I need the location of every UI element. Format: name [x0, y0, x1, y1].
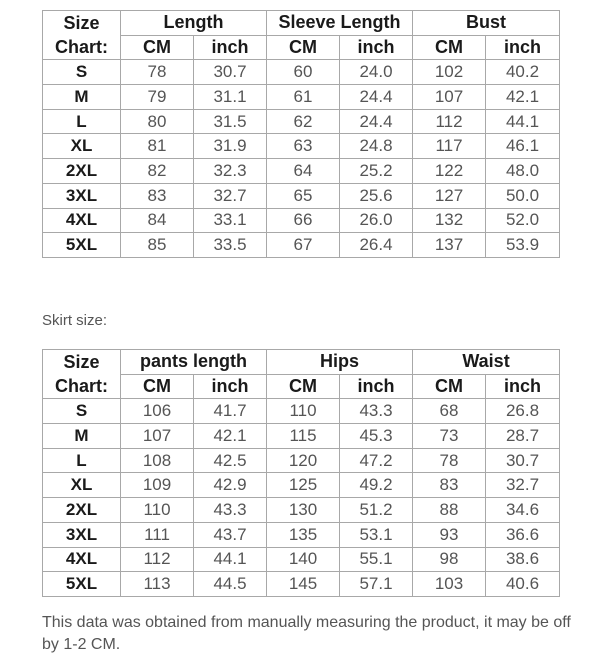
unit-header-row: [43, 374, 560, 399]
corner-line1: Size: [63, 13, 100, 34]
measurement-cell: 33.5: [194, 233, 267, 258]
measurement-cell: 24.0: [340, 60, 413, 85]
measurement-cell: 32.7: [194, 183, 267, 208]
measurement-cell: 26.0: [340, 208, 413, 233]
measurement-cell: 145: [267, 572, 340, 597]
group-header: Bust: [413, 11, 560, 36]
measurement-cell: 127: [413, 183, 486, 208]
table-row: [43, 399, 560, 424]
measurement-cell: 140: [267, 547, 340, 572]
table-row: [43, 183, 560, 208]
measurement-cell: 31.9: [194, 134, 267, 159]
measurement-cell: 30.7: [194, 60, 267, 85]
measurement-cell: 50.0: [486, 183, 560, 208]
measurement-cell: 24.8: [340, 134, 413, 159]
measurement-cell: 85: [121, 233, 194, 258]
measurement-cell: 135: [267, 522, 340, 547]
measurement-cell: 40.6: [486, 572, 560, 597]
size-cell: 4XL: [43, 547, 121, 572]
measurement-cell: 110: [267, 399, 340, 424]
table-row: [43, 85, 560, 110]
unit-header: CM: [267, 374, 340, 399]
measurement-cell: 80: [121, 109, 194, 134]
size-cell: 5XL: [43, 572, 121, 597]
measurement-cell: 34.6: [486, 498, 560, 523]
size-cell: XL: [43, 134, 121, 159]
measurement-cell: 42.9: [194, 473, 267, 498]
skirt-size-chart: [42, 349, 560, 597]
size-cell: L: [43, 109, 121, 134]
measurement-cell: 32.7: [486, 473, 560, 498]
measurement-cell: 36.6: [486, 522, 560, 547]
table-row: [43, 208, 560, 233]
table-row: [43, 522, 560, 547]
measurement-cell: 106: [121, 399, 194, 424]
size-cell: 4XL: [43, 208, 121, 233]
measurement-cell: 78: [413, 448, 486, 473]
measurement-cell: 47.2: [340, 448, 413, 473]
measurement-cell: 48.0: [486, 159, 560, 184]
measurement-cell: 25.6: [340, 183, 413, 208]
measurement-cell: 26.8: [486, 399, 560, 424]
group-header: Waist: [413, 350, 560, 375]
measurement-cell: 132: [413, 208, 486, 233]
measurement-cell: 112: [413, 109, 486, 134]
group-header: Length: [121, 11, 267, 36]
measurement-cell: 122: [413, 159, 486, 184]
measurement-cell: 93: [413, 522, 486, 547]
measurement-cell: 108: [121, 448, 194, 473]
corner-line2: Chart:: [55, 376, 108, 397]
unit-header: inch: [340, 374, 413, 399]
size-cell: M: [43, 85, 121, 110]
measurement-cell: 112: [121, 547, 194, 572]
measurement-cell: 57.1: [340, 572, 413, 597]
measurement-cell: 25.2: [340, 159, 413, 184]
measurement-cell: 52.0: [486, 208, 560, 233]
table-row: [43, 159, 560, 184]
measurement-cell: 24.4: [340, 85, 413, 110]
table-row: [43, 60, 560, 85]
measurement-cell: 83: [121, 183, 194, 208]
measurement-cell: 103: [413, 572, 486, 597]
table-row: [43, 498, 560, 523]
table-row: [43, 233, 560, 258]
measurement-cell: 107: [121, 424, 194, 449]
measurement-cell: 81: [121, 134, 194, 159]
measurement-cell: 26.4: [340, 233, 413, 258]
group-header: Hips: [267, 350, 413, 375]
measurement-cell: 62: [267, 109, 340, 134]
measurement-cell: 65: [267, 183, 340, 208]
measurement-cell: 137: [413, 233, 486, 258]
measurement-cell: 45.3: [340, 424, 413, 449]
measurement-cell: 68: [413, 399, 486, 424]
table-row: [43, 109, 560, 134]
corner-cell: [43, 11, 121, 60]
group-header: pants length: [121, 350, 267, 375]
group-header-row: [43, 11, 560, 36]
corner-cell: [43, 350, 121, 399]
group-header: Sleeve Length: [267, 11, 413, 36]
top-size-chart: [42, 10, 560, 258]
corner-line2: Chart:: [55, 37, 108, 58]
measurement-cell: 38.6: [486, 547, 560, 572]
size-cell: XL: [43, 473, 121, 498]
measurement-cell: 130: [267, 498, 340, 523]
measurement-cell: 73: [413, 424, 486, 449]
measurement-cell: 66: [267, 208, 340, 233]
size-cell: S: [43, 60, 121, 85]
size-cell: 2XL: [43, 159, 121, 184]
measurement-cell: 82: [121, 159, 194, 184]
measurement-cell: 120: [267, 448, 340, 473]
size-cell: 3XL: [43, 183, 121, 208]
table-row: [43, 473, 560, 498]
group-header-row: [43, 350, 560, 375]
unit-header: CM: [121, 35, 194, 60]
size-cell: 3XL: [43, 522, 121, 547]
measurement-cell: 24.4: [340, 109, 413, 134]
measurement-cell: 88: [413, 498, 486, 523]
measurement-cell: 60: [267, 60, 340, 85]
measurement-note: This data was obtained from manually measuring the product, it may be off by 1-2 CM.: [42, 614, 571, 653]
measurement-cell: 31.1: [194, 85, 267, 110]
measurement-cell: 44.1: [194, 547, 267, 572]
measurement-cell: 32.3: [194, 159, 267, 184]
measurement-cell: 42.1: [194, 424, 267, 449]
measurement-cell: 28.7: [486, 424, 560, 449]
measurement-cell: 43.7: [194, 522, 267, 547]
measurement-cell: 43.3: [194, 498, 267, 523]
measurement-cell: 125: [267, 473, 340, 498]
measurement-cell: 110: [121, 498, 194, 523]
table-row: [43, 448, 560, 473]
unit-header: CM: [413, 35, 486, 60]
measurement-cell: 33.1: [194, 208, 267, 233]
measurement-cell: 40.2: [486, 60, 560, 85]
unit-header: inch: [486, 374, 560, 399]
unit-header: inch: [486, 35, 560, 60]
measurement-cell: 61: [267, 85, 340, 110]
unit-header: CM: [121, 374, 194, 399]
measurement-cell: 49.2: [340, 473, 413, 498]
size-cell: S: [43, 399, 121, 424]
unit-header: inch: [194, 35, 267, 60]
corner-line1: Size: [63, 352, 100, 373]
measurement-cell: 44.5: [194, 572, 267, 597]
size-cell: 5XL: [43, 233, 121, 258]
measurement-cell: 67: [267, 233, 340, 258]
size-cell: 2XL: [43, 498, 121, 523]
measurement-cell: 42.5: [194, 448, 267, 473]
measurement-cell: 113: [121, 572, 194, 597]
measurement-cell: 111: [121, 522, 194, 547]
measurement-cell: 115: [267, 424, 340, 449]
measurement-cell: 44.1: [486, 109, 560, 134]
table-row: [43, 572, 560, 597]
skirt-size-label: Skirt size:: [42, 312, 108, 329]
measurement-cell: 53.1: [340, 522, 413, 547]
measurement-cell: 109: [121, 473, 194, 498]
measurement-cell: 107: [413, 85, 486, 110]
table-row: [43, 547, 560, 572]
measurement-cell: 79: [121, 85, 194, 110]
measurement-cell: 84: [121, 208, 194, 233]
table-row: [43, 424, 560, 449]
measurement-cell: 51.2: [340, 498, 413, 523]
measurement-cell: 30.7: [486, 448, 560, 473]
table-row: [43, 134, 560, 159]
unit-header-row: [43, 35, 560, 60]
measurement-cell: 55.1: [340, 547, 413, 572]
measurement-cell: 102: [413, 60, 486, 85]
size-cell: L: [43, 448, 121, 473]
measurement-cell: 41.7: [194, 399, 267, 424]
measurement-cell: 31.5: [194, 109, 267, 134]
measurement-cell: 117: [413, 134, 486, 159]
unit-header: CM: [267, 35, 340, 60]
measurement-cell: 98: [413, 547, 486, 572]
measurement-cell: 83: [413, 473, 486, 498]
measurement-cell: 42.1: [486, 85, 560, 110]
unit-header: inch: [194, 374, 267, 399]
measurement-cell: 43.3: [340, 399, 413, 424]
measurement-cell: 78: [121, 60, 194, 85]
measurement-cell: 64: [267, 159, 340, 184]
unit-header: inch: [340, 35, 413, 60]
unit-header: CM: [413, 374, 486, 399]
size-cell: M: [43, 424, 121, 449]
measurement-cell: 53.9: [486, 233, 560, 258]
measurement-cell: 63: [267, 134, 340, 159]
measurement-cell: 46.1: [486, 134, 560, 159]
